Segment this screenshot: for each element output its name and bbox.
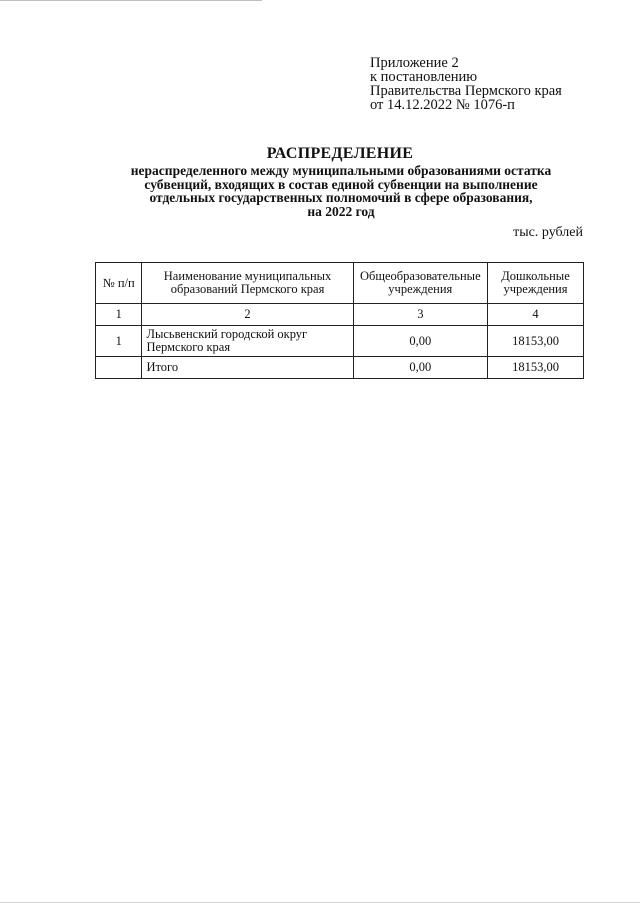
document-subtitle bbox=[96, 164, 586, 218]
row-general: 0,00 bbox=[353, 326, 487, 357]
subtitle-line-1: нераспределенного между муниципальными образованиями остатка bbox=[130, 163, 552, 178]
scan-edge-line-bottom bbox=[0, 902, 640, 903]
subtitle-line-4: на 2022 год bbox=[307, 203, 375, 219]
column-number-3: 3 bbox=[353, 304, 487, 326]
row-preschool: 18153,00 bbox=[488, 326, 584, 357]
header-general: Общеобразовательные учреждения bbox=[353, 263, 487, 304]
header-preschool: Дошкольные учреждения bbox=[488, 263, 584, 304]
total-num-empty bbox=[96, 357, 142, 379]
appendix-line-1: Приложение 2 bbox=[370, 55, 459, 71]
table-header-row bbox=[96, 263, 584, 304]
header-name: Наименование муниципальных образований Пермского края bbox=[142, 263, 353, 304]
row-name: Лысьвенский городской округ Пермского края bbox=[142, 326, 353, 357]
total-preschool: 18153,00 bbox=[488, 357, 584, 379]
total-general: 0,00 bbox=[353, 357, 487, 379]
subtitle-line-3: отдельных государственных полномочий в сфере образования, bbox=[149, 190, 533, 205]
column-number-row bbox=[96, 304, 584, 326]
column-number-1: 1 bbox=[96, 304, 142, 326]
header-num: № п/п bbox=[96, 263, 142, 304]
column-number-4: 4 bbox=[488, 304, 584, 326]
scan-edge-line bbox=[0, 0, 262, 1]
total-label: Итого bbox=[142, 357, 353, 379]
distribution-table bbox=[95, 262, 584, 379]
appendix-line-4: от 14.12.2022 № 1076-п bbox=[370, 97, 515, 113]
appendix-reference bbox=[370, 56, 562, 112]
subtitle-line-2: субвенций, входящих в состав единой субвенции на выполнение bbox=[144, 176, 538, 192]
column-number-2: 2 bbox=[142, 304, 353, 326]
table-row bbox=[96, 326, 584, 357]
document-title: РАСПРЕДЕЛЕНИЕ bbox=[266, 145, 414, 162]
appendix-line-2: к постановлению bbox=[370, 69, 478, 85]
units-label: тыс. рублей bbox=[513, 225, 583, 240]
row-num: 1 bbox=[96, 326, 142, 357]
total-row bbox=[96, 357, 584, 379]
appendix-line-3: Правительства Пермского края bbox=[370, 83, 562, 99]
